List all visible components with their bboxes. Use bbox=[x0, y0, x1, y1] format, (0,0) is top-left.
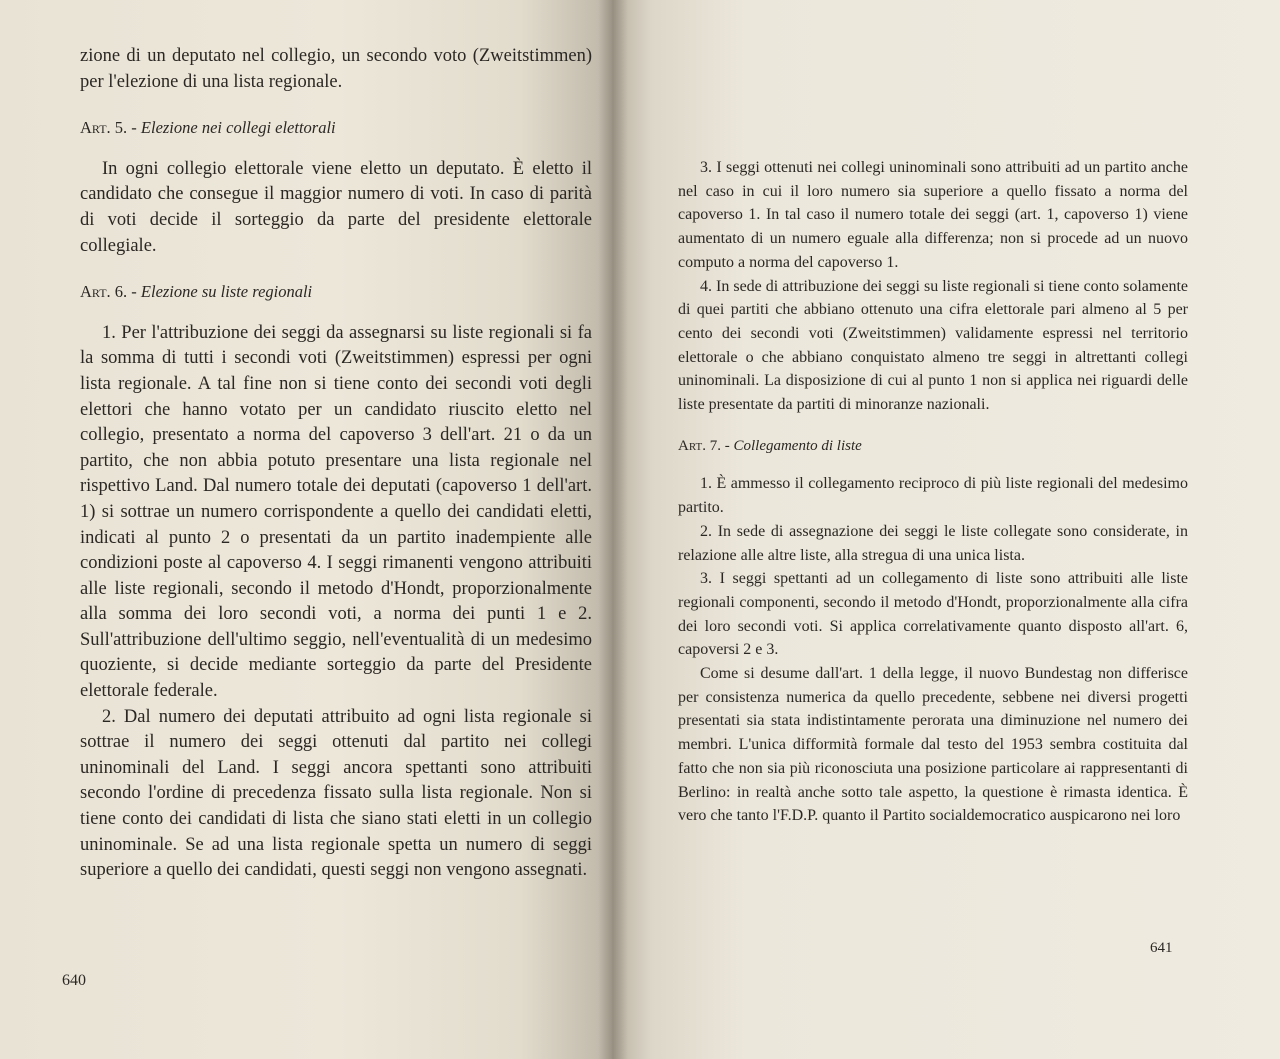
art7-paragraph-3: 3. I seggi spettanti ad un collegamento di liste sono attribuiti alle liste regionali componenti, secondo il metodo d'Hondt, proporzionalmente alla cifra dei loro secondi voti. Si applica correlativamente quanto disposto all'art. 6, capoversi 2 e 3. bbox=[678, 570, 1188, 659]
art6-paragraph-4: 4. In sede di attribuzione dei seggi su liste regionali si tiene conto solamente di quei partiti che abbiano ottenuto una cifra elettorale pari almeno al 5 per cento dei secondi voti (Zweitstimmen) validamente espressi nel territorio elettorale o che abbiano conquistato almeno tre seggi in altrettanti collegi uninominali. La disposizione di cui al punto 1 non si applica nei riguardi delle liste presentate da partiti di minoranze nazionali. bbox=[678, 277, 1188, 414]
continuation-paragraph: zione di un deputato nel collegio, un secondo voto (Zweitstimmen) per l'elezione di una lista regionale. bbox=[80, 46, 592, 92]
art6-label: Art. 6. bbox=[80, 282, 128, 302]
art6-paragraph-1: 1. Per l'attribuzione dei seggi da assegnarsi su liste regionali si fa la somma di tutti i secondi voti (Zweitstimmen) espressi per ogni lista regionale. A tal fine non si tiene conto dei secondi voti degli elettori che hanno votato per un candidato riuscito eletto nel collegio, presentato a norma del capoverso 3 dell'art. 21 o da un partito, che non abbia potuto presentare una lista regionale nel rispettivo Land. Dal numero totale dei deputati (capoverso 1 dell'art. 1) si sottrae un numero corrispondente a quello dei candidati eletti, indicati al punto 2 o presentati da un partito inadempiente alle condizioni poste al capoverso 4. I seggi rimanenti vengono attribuiti alle liste regionali, secondo il metodo d'Hondt, proporzionalmente alla somma dei loro secondi voti, a norma dei punti 1 e 2. Sull'attribuzione dell'ultimo seggio, nell'eventualità di un medesimo quoziente, si decide mediante sorteggio da parte del Presidente elettorale federale. bbox=[80, 322, 592, 702]
art7-label: Art. 7. bbox=[678, 437, 721, 454]
art6-paragraph-2: 2. Dal numero dei deputati attribuito ad ogni lista regionale si sottrae il numero dei seggi ottenuti dal partito nei collegi uninominali del Land. I seggi ancora spettanti sono attribuiti secondo l'ordine di precedenza fissato sulla lista regionale. Non si tiene conto dei candidati di lista che siano stati eletti in un collegio uninominale. Se ad una lista regionale spetta un numero di seggi superiore a quello dei candidati, questi seggi non vengono assegnati. bbox=[80, 706, 592, 881]
art6-heading bbox=[80, 279, 592, 305]
art5-label: Art. 5. bbox=[80, 118, 128, 138]
art6-title: - Elezione su liste regionali bbox=[131, 282, 313, 302]
left-page-text bbox=[80, 44, 592, 884]
commentary-paragraph: Come si desume dall'art. 1 della legge, il nuovo Bundestag non differisce per consistenza numerica da quello precedente, sebbene nei diversi progetti presentati sia stata indistintamente perorata una diminuzione nel numero dei membri. L'unica difformità formale dal testo del 1953 sembra costituita dal fatto che non sia più riconosciuta una posizione particolare ai rappresentanti di Berlino: in realtà anche sotto tale aspetto, la questione è rimasta identica. È vero che tanto l'F.D.P. quanto il Partito socialdemocratico auspicarono nei loro bbox=[678, 665, 1188, 825]
left-page bbox=[0, 0, 612, 1059]
art7-title: - Collegamento di liste bbox=[724, 437, 862, 454]
page-number-left: 640 bbox=[62, 972, 86, 989]
book-gutter-shadow bbox=[598, 0, 628, 1059]
right-page-text bbox=[678, 156, 1188, 828]
art5-title: - Elezione nei collegi elettorali bbox=[131, 118, 336, 138]
art7-heading bbox=[678, 435, 1188, 459]
page-number-right: 641 bbox=[1150, 940, 1173, 956]
art7-paragraph-2: 2. In sede di assegnazione dei seggi le liste collegate sono considerate, in relazione alle altre liste, alla stregua di una unica lista. bbox=[678, 522, 1188, 564]
art5-heading bbox=[80, 115, 592, 141]
art5-paragraph: In ogni collegio elettorale viene eletto un deputato. È eletto il candidato che consegue il maggior numero di voti. In caso di parità di voti decide il sorteggio da parte del presidente elettorale collegiale. bbox=[80, 158, 592, 256]
art6-paragraph-3: 3. I seggi ottenuti nei collegi uninominali sono attribuiti ad un partito anche nel caso in cui il loro numero sia superiore a quello fissato a norma del capoverso 1. In tal caso il numero totale dei seggi (art. 1, capoverso 1) viene aumentato di un numero eguale alla differenza; non si procede ad un nuovo computo a norma del capoverso 1. bbox=[678, 159, 1188, 271]
art7-paragraph-1: 1. È ammesso il collegamento reciproco di più liste regionali del medesimo partito. bbox=[678, 475, 1188, 517]
right-page bbox=[612, 0, 1280, 1059]
